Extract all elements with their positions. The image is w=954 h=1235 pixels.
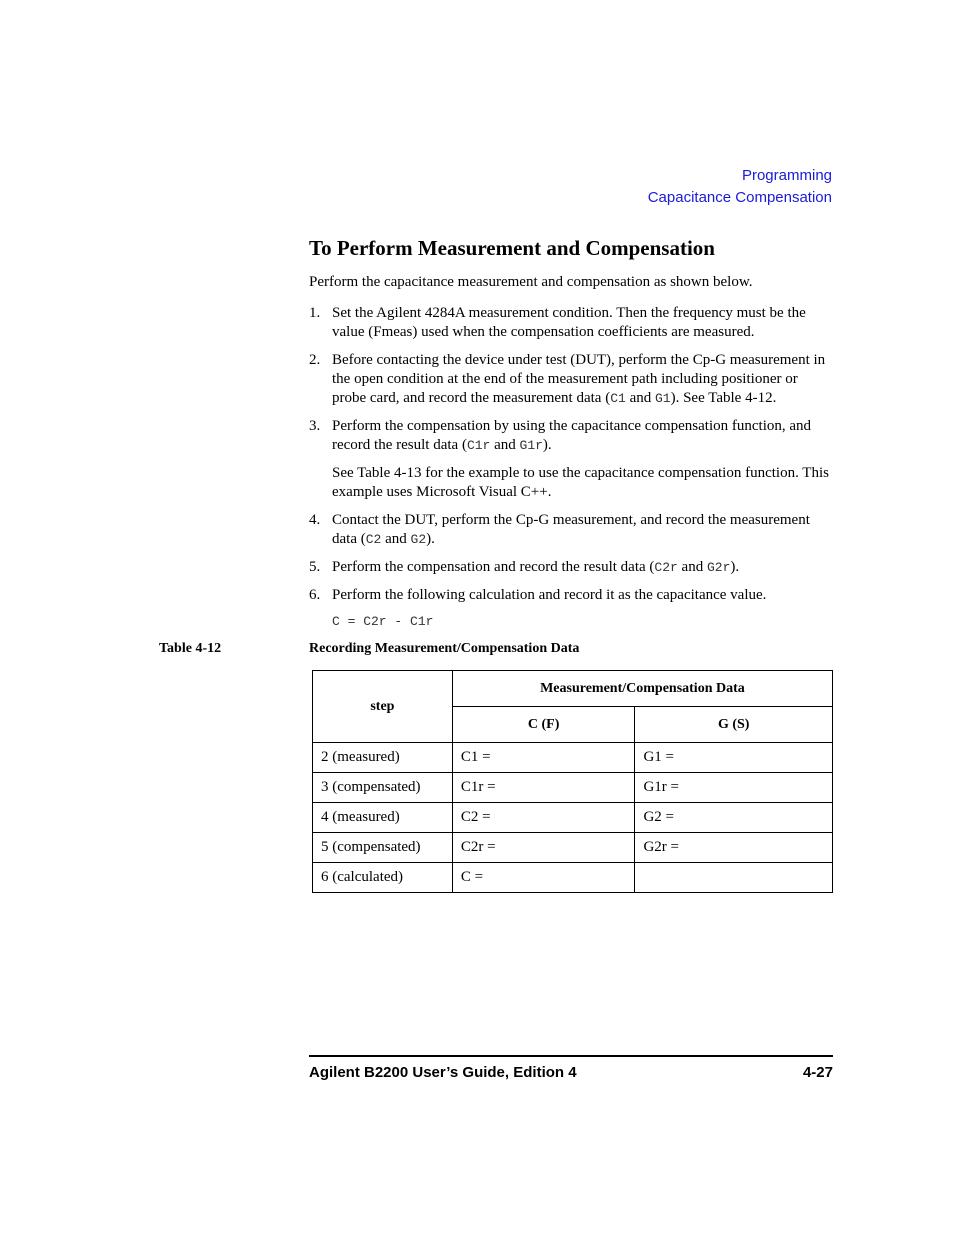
step-number: 6. bbox=[309, 587, 321, 603]
cell-c: C = bbox=[452, 863, 635, 893]
step-number: 5. bbox=[309, 559, 321, 575]
header-link-capacitance-compensation[interactable]: Capacitance Compensation bbox=[647, 189, 832, 206]
cell-step: 2 (measured) bbox=[313, 743, 453, 773]
intro-paragraph: Perform the capacitance measurement and compensation as shown below. bbox=[309, 274, 753, 290]
code-g1r: G1r bbox=[519, 438, 543, 453]
cell-c: C1r = bbox=[452, 773, 635, 803]
cell-step: 3 (compensated) bbox=[313, 773, 453, 803]
header-link-programming[interactable]: Programming bbox=[741, 167, 832, 184]
header-group: Measurement/Compensation Data bbox=[452, 671, 832, 707]
step-item bbox=[309, 586, 833, 605]
code-g1: G1 bbox=[654, 391, 671, 406]
cell-step: 5 (compensated) bbox=[313, 833, 453, 863]
cell-g: G2r = bbox=[635, 833, 833, 863]
cell-g: G2 = bbox=[635, 803, 833, 833]
table-row bbox=[313, 833, 833, 863]
page-number: 4-27 bbox=[802, 1064, 833, 1081]
step-number: 3. bbox=[309, 418, 321, 434]
header-c: C (F) bbox=[452, 707, 635, 743]
step-number: 1. bbox=[309, 305, 321, 321]
step-item bbox=[309, 511, 833, 549]
cell-step: 6 (calculated) bbox=[313, 863, 453, 893]
table-row bbox=[313, 863, 833, 893]
step-note: See Table 4-13 for the example to use the capacitance compensation function. This example uses Microsoft Visual C++. bbox=[332, 465, 829, 500]
step-item bbox=[309, 558, 833, 577]
cell-g bbox=[635, 863, 833, 893]
procedure-steps bbox=[309, 304, 833, 614]
code-c2r: C2r bbox=[654, 560, 678, 575]
step-text: Perform the compensation by using the capacitance compensation function, and record the result data (C1r and G1r). bbox=[332, 418, 812, 453]
formula: C = C2r - C1r bbox=[332, 614, 434, 629]
step-text: Before contacting the device under test (DUT), perform the Cp-G measurement in the open condition at the end of the measurement path including positioner or probe card, and record the measurement data (C1 and G1). See Table 4-12. bbox=[332, 352, 826, 406]
step-text: Contact the DUT, perform the Cp-G measurement, and record the measurement data (C2 and G2). bbox=[332, 512, 810, 547]
section-title: To Perform Measurement and Compensation bbox=[309, 236, 715, 260]
code-c1: C1 bbox=[610, 391, 626, 406]
running-header bbox=[648, 165, 832, 209]
table-label: Table 4-12 bbox=[159, 641, 222, 656]
cell-c: C1 = bbox=[452, 743, 635, 773]
table-title: Recording Measurement/Compensation Data bbox=[309, 641, 580, 656]
cell-g: G1r = bbox=[635, 773, 833, 803]
data-table bbox=[312, 670, 833, 893]
table-row bbox=[313, 803, 833, 833]
footer-rule bbox=[309, 1055, 833, 1057]
step-text: Set the Agilent 4284A measurement condition. Then the frequency must be the value (Fmeas) used when the compensation coefficients are measured. bbox=[332, 305, 806, 340]
cell-step: 4 (measured) bbox=[313, 803, 453, 833]
code-c2: C2 bbox=[365, 532, 382, 547]
step-item bbox=[309, 304, 833, 342]
table-row bbox=[313, 773, 833, 803]
code-c1r: C1r bbox=[466, 438, 491, 453]
step-item bbox=[309, 417, 833, 502]
header-g: G (S) bbox=[635, 707, 833, 743]
header-step: step bbox=[313, 671, 453, 743]
cell-c: C2 = bbox=[452, 803, 635, 833]
step-number: 2. bbox=[309, 352, 321, 368]
code-g2r: G2r bbox=[706, 560, 731, 575]
step-text: Perform the following calculation and record it as the capacitance value. bbox=[332, 587, 767, 603]
step-item bbox=[309, 351, 833, 408]
table-row bbox=[313, 743, 833, 773]
footer-title: Agilent B2200 User’s Guide, Edition 4 bbox=[309, 1064, 577, 1081]
cell-c: C2r = bbox=[452, 833, 635, 863]
code-g2: G2 bbox=[410, 532, 427, 547]
step-number: 4. bbox=[309, 512, 321, 528]
cell-g: G1 = bbox=[635, 743, 833, 773]
step-text: Perform the compensation and record the result data (C2r and G2r). bbox=[332, 559, 740, 575]
